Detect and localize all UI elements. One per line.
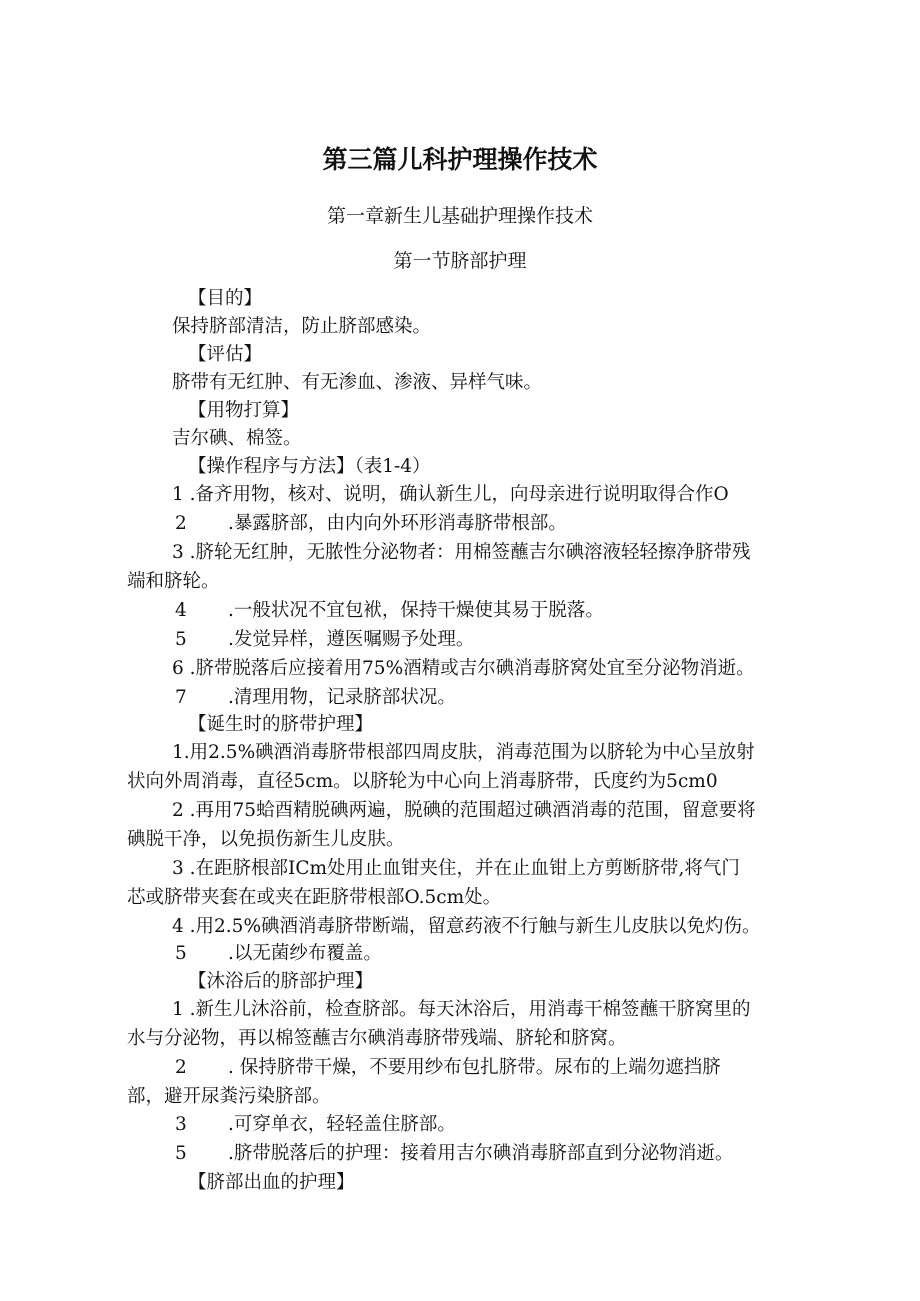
heading-supplies: 【用物打算】 bbox=[188, 400, 300, 421]
list-item: 2 .再用75蛤酉精脱碘两遍，脱碘的范围超过碘酒消毒的范围，留意要将 bbox=[172, 800, 756, 821]
list-item: 3 .在距脐根部ICm处用止血钳夹住，并在止血钳上方剪断脐带,将气门 bbox=[172, 858, 740, 879]
list-number: 7 bbox=[175, 687, 187, 708]
list-item: .暴露脐部，由内向外环形消毒脐带根部。 bbox=[228, 513, 567, 534]
heading-purpose: 【目的】 bbox=[188, 288, 263, 309]
list-item: 4 .用2.5%碘酒消毒脐带断端，留意药液不行触与新生儿皮肤以免灼伤。 bbox=[172, 916, 761, 937]
list-number: 4 bbox=[175, 600, 187, 621]
list-number: 5 bbox=[175, 943, 187, 964]
heading-assessment: 【评估】 bbox=[188, 344, 263, 365]
list-item: .可穿单衣，轻轻盖住脐部。 bbox=[228, 1114, 456, 1135]
list-item: .清理用物，记录脐部状况。 bbox=[228, 687, 456, 708]
heading-cord-bleeding-care: 【脐部出血的护理】 bbox=[188, 1172, 355, 1193]
list-item-continued: 水与分泌物，再以棉签蘸吉尔碘消毒脐带残端、脐轮和脐窝。 bbox=[127, 1028, 627, 1049]
list-item-continued: 碘脱干净，以免损伤新生儿皮肤。 bbox=[127, 829, 405, 850]
heading-birth-cord-care: 【诞生时的脐带护理】 bbox=[188, 714, 374, 735]
paragraph: 吉尔碘、棉签。 bbox=[172, 428, 302, 449]
paragraph: 脐带有无红肿、有无渗血、渗液、异样气味。 bbox=[172, 372, 543, 393]
list-number: 5 bbox=[175, 1143, 187, 1164]
list-number: 3 bbox=[175, 1114, 187, 1135]
list-number: 2 bbox=[175, 513, 187, 534]
list-item: 1 .备齐用物，核对、说明，确认新生儿，向母亲进行说明取得合作O bbox=[172, 484, 729, 505]
page-title: 第三篇儿科护理操作技术 bbox=[322, 145, 598, 174]
list-item: 1.用2.5%碘酒消毒脐带根部四周皮肤，消毒范围为以脐轮为中心呈放射 bbox=[172, 742, 755, 763]
list-item: .以无菌纱布覆盖。 bbox=[228, 943, 382, 964]
list-item: .一般状况不宜包袱，保持干燥使其易于脱落。 bbox=[228, 600, 604, 621]
list-item-continued: 状向外周消毒，直径5cm。以脐轮为中心向上消毒脐带，氏度约为5cm0 bbox=[127, 771, 718, 792]
heading-post-bath-care: 【沐浴后的脐部护理】 bbox=[188, 971, 374, 992]
list-item: .脐带脱落后的护理：接着用吉尔碘消毒脐部直到分泌物消逝。 bbox=[228, 1143, 734, 1164]
list-item-continued: 部，避开尿粪污染脐部。 bbox=[127, 1086, 331, 1107]
chapter-heading: 第一章新生儿基础护理操作技术 bbox=[326, 205, 593, 227]
list-item: .发觉异样，遵医嘱赐予处理。 bbox=[228, 629, 475, 650]
list-number: 2 bbox=[175, 1057, 187, 1078]
list-item: 3 .脐轮无红肿，无脓性分泌物者：用棉签蘸吉尔碘溶液轻轻擦净脐带残 bbox=[172, 542, 751, 563]
list-item: 1 .新生儿沐浴前，检查脐部。每天沐浴后，用消毒干棉签蘸干脐窝里的 bbox=[172, 999, 751, 1020]
list-item: . 保持脐带干燥，不要用纱布包扎脐带。尿布的上端勿遮挡脐 bbox=[228, 1057, 721, 1078]
list-item: 6 .脐带脱落后应接着用75%酒精或吉尔碘消毒脐窝处宜至分泌物消逝。 bbox=[172, 658, 755, 679]
list-item-continued: 端和脐轮。 bbox=[127, 571, 220, 592]
heading-procedure: 【操作程序与方法】（表1-4） bbox=[188, 456, 431, 477]
section-heading: 第一节脐部护理 bbox=[393, 250, 527, 272]
list-number: 5 bbox=[175, 629, 187, 650]
list-item-continued: 芯或脐带夹套在或夹在距脐带根部O.5cm处。 bbox=[127, 887, 502, 908]
paragraph: 保持脐部清洁，防止脐部感染。 bbox=[172, 316, 432, 337]
